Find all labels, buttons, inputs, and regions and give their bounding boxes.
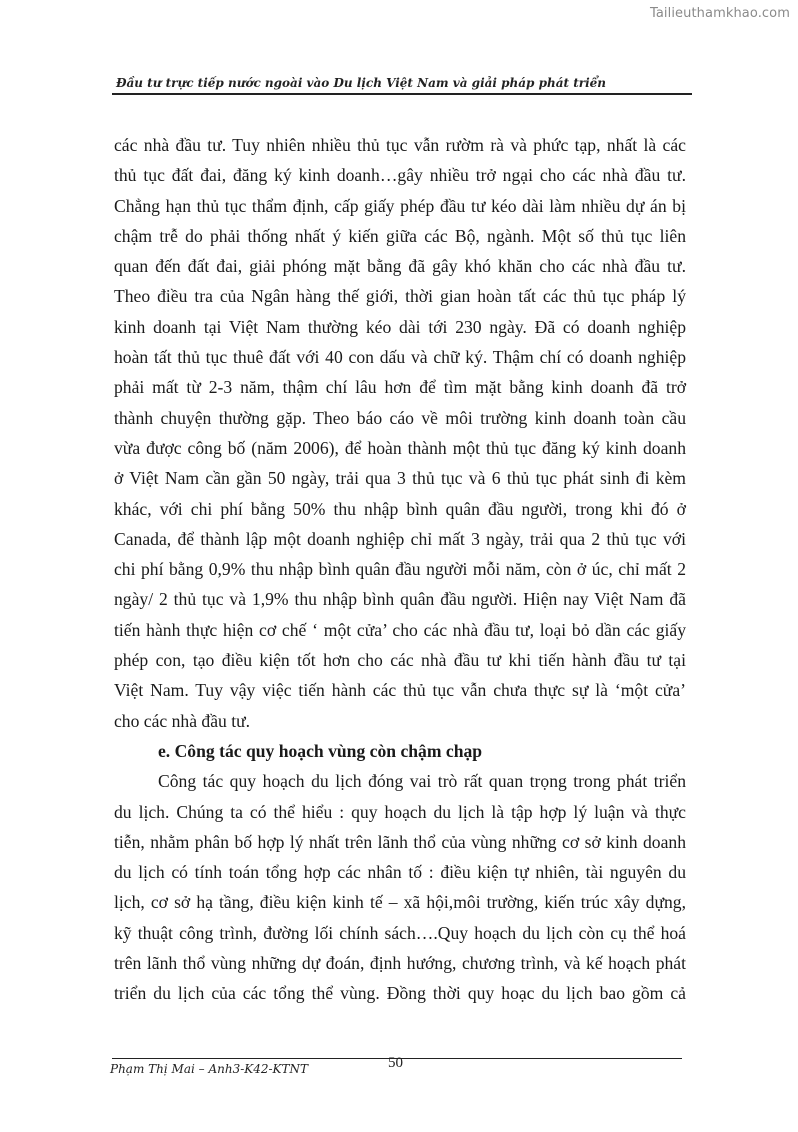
header-divider bbox=[112, 93, 692, 95]
watermark-text: Tailieuthamkhao.com bbox=[649, 6, 790, 21]
body-line: thành chuyện thường gặp. Theo báo cáo về môi trường kinh doanh toàn cầu bbox=[114, 407, 686, 428]
running-header-title: Đầu tư trực tiếp nước ngoài vào Du lịch Việt Nam và giải pháp phát triển bbox=[116, 76, 606, 90]
body-line: Việt Nam. Tuy vậy việc tiến hành các thủ tục vẫn chưa thực sự là ‘một cửa’ bbox=[114, 680, 686, 701]
body-line: kinh doanh tại Việt Nam thường kéo dài tới 230 ngày. Đã có doanh nghiệp bbox=[114, 316, 686, 337]
body-line: vừa được công bố (năm 2006), để hoàn thành một thủ tục đăng ký kinh doanh bbox=[114, 437, 686, 458]
page-number: 50 bbox=[388, 1055, 403, 1071]
section-heading: e. Công tác quy hoạch vùng còn chậm chạp bbox=[158, 740, 483, 761]
body-line: chậm trễ do phải thống nhất ý kiến giữa các Bộ, ngành. Một số thủ tục liên bbox=[114, 225, 686, 246]
body-line: tiến hành thực hiện cơ chế ‘ một cửa’ cho các nhà đầu tư, loại bỏ dần các giấy bbox=[114, 619, 686, 640]
body-line: thủ tục đất đai, đăng ký kinh doanh…gây nhiều trở ngại cho các nhà đầu tư. bbox=[114, 165, 686, 186]
section-line: trên lãnh thổ vùng những dự đoán, định hướng, chương trình, và kế hoạch phát bbox=[114, 953, 686, 974]
body-line: phép con, tạo điều kiện tốt hơn cho các nhà đầu tư khi tiến hành đầu tư tại bbox=[114, 650, 686, 671]
footer-author: Phạm Thị Mai – Anh3-K42-KTNT bbox=[110, 1062, 309, 1076]
body-line: các nhà đầu tư. Tuy nhiên nhiều thủ tục vẫn rườm rà và phức tạp, nhất là các bbox=[114, 135, 686, 155]
section-line: triển du lịch của các tổng thể vùng. Đồng thời quy hoạc du lịch bao gồm cả bbox=[114, 983, 686, 1004]
page-body bbox=[114, 130, 686, 1009]
body-line: khác, với chi phí bằng 50% thu nhập bình quân đầu người, trong khi đó ở bbox=[114, 498, 686, 519]
section-line: du lịch có tính toán tổng hợp các nhân tố : điều kiện tự nhiên, tài nguyên du bbox=[114, 862, 686, 883]
body-line: ngày/ 2 thủ tục và 1,9% thu nhập bình quân đầu người. Hiện nay Việt Nam đã bbox=[114, 589, 686, 610]
section-line: du lịch. Chúng ta có thể hiểu : quy hoạch du lịch là tập hợp lý luận và thực bbox=[114, 801, 686, 822]
section-line: Công tác quy hoạch du lịch đóng vai trò rất quan trọng trong phát triển bbox=[158, 771, 686, 792]
section-line: kỹ thuật công trình, đường lối chính sách….Quy hoạch du lịch còn cụ thể hoá bbox=[114, 922, 686, 943]
body-line: Chẳng hạn thủ tục thẩm định, cấp giấy phép đầu tư kéo dài làm nhiều dự án bị bbox=[114, 195, 686, 216]
section-line: tiễn, nhằm phân bố hợp lý nhất trên lãnh thổ của vùng những cơ sở kinh doanh bbox=[114, 831, 686, 852]
body-line: chi phí bằng 0,9% thu nhập bình quân đầu người mỗi năm, còn ở úc, chỉ mất 2 bbox=[114, 559, 686, 580]
body-line: phải mất từ 2-3 năm, thậm chí lâu hơn để tìm mặt bằng kinh doanh đã trở bbox=[114, 377, 686, 398]
body-line: Theo điều tra của Ngân hàng thế giới, thời gian hoàn tất các thủ tục pháp lý bbox=[114, 286, 686, 307]
body-line: ở Việt Nam cần gần 50 ngày, trải qua 3 thủ tục và 6 thủ tục phát sinh đi kèm bbox=[114, 468, 686, 489]
section-line: lịch, cơ sở hạ tầng, điều kiện kinh tế – xã hội,môi trường, kiến trúc xây dựng, bbox=[114, 892, 686, 913]
body-line: hoàn tất thủ tục thuê đất với 40 con dấu và chữ ký. Thậm chí có doanh nghiệp bbox=[114, 347, 686, 368]
body-line: Canada, để thành lập một doanh nghiệp chỉ mất 3 ngày, trải qua 2 thủ tục với bbox=[114, 528, 686, 549]
body-line: cho các nhà đầu tư. bbox=[114, 710, 251, 731]
body-line: quan đến đất đai, giải phóng mặt bằng đã gây khó khăn cho các nhà đầu tư. bbox=[114, 256, 686, 277]
